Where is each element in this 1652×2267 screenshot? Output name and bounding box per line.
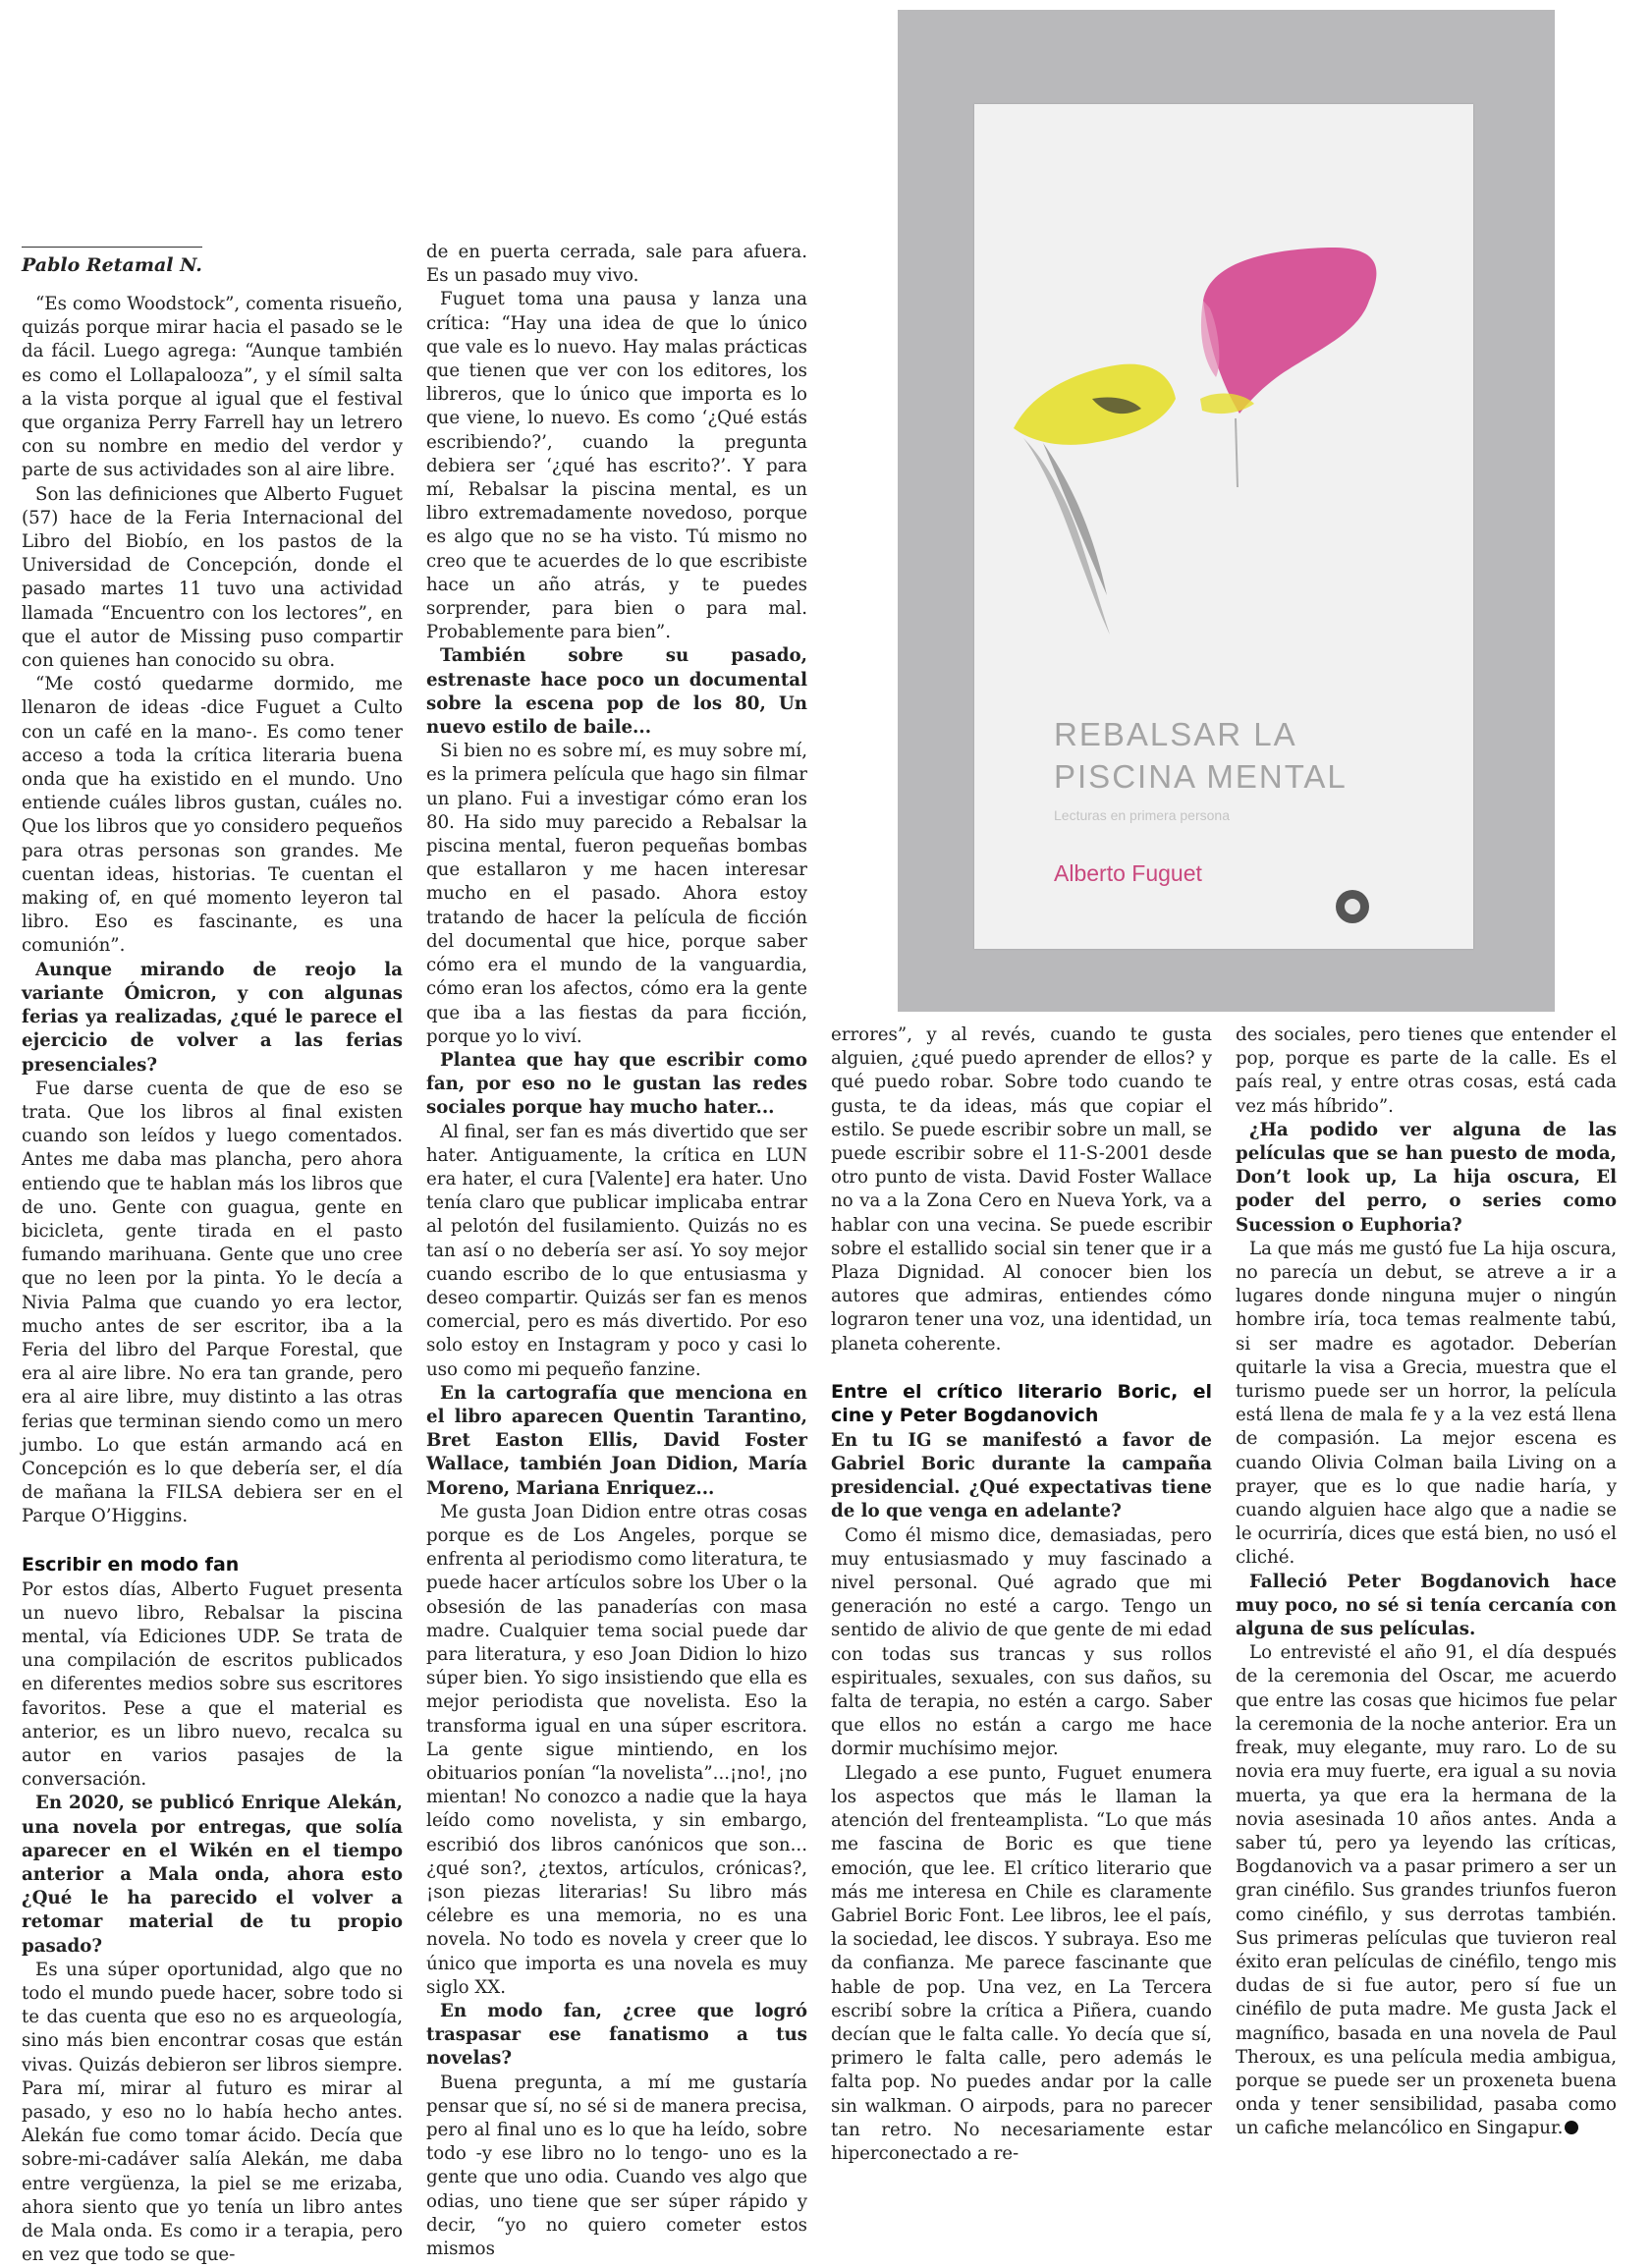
paragraph: Es una súper oportunidad, algo que no todo el mundo puede hacer, sobre todo si te das cuenta que eso no es arqueología, sino más bien encontrar cosas que están vivas. Quizás debieron ser libros siempre. Para mí, mirar al futuro es mirar al pasado, y eso no lo había hecho antes. Alekán fue como tomar ácido. Decía que sobre-mi-cadáver salía Alekán, me daba entre vergüenza, la piel se me erizaba, ahora siento que yo tenía un libro antes de Mala onda. Es como ir a terapia, pero en vez que todo se que- <box>22 1959 403 2266</box>
end-of-article-bullet-icon <box>1565 2121 1578 2134</box>
interview-question: Aunque mirando de reojo la variante Ómicron, y con algunas ferias ya realizadas, ¿qué le parece el ejercicio de volver a las ferias presenciales? <box>22 959 403 1076</box>
interview-question: En modo fan, ¿cree que logró traspasar ese fanatismo a tus novelas? <box>426 2001 807 2070</box>
paragraph: Fuguet toma una pausa y lanza una crítica: “Hay una idea de que lo único que vale es lo nuevo. Hay malas prácticas que tienen que ver con los editores, los libreros, que lo único que importa es lo que viene, lo nuevo. Es como ‘¿Qué estás escribiendo?’, cuando la pregunta debiera ser ‘¿qué has escrito?’. Y para mí, Rebalsar la piscina mental, es un libro extremadamente novedoso, porque es algo que no se ha visto. Tú mismo no creo que te acuerdes de lo que escribiste hace un año atrás, y te puedes sorprender, para bien o para mal. Probablemente para bien”. <box>426 289 807 643</box>
interview-question: ¿Ha podido ver alguna de las películas que se han puesto de moda, Don’t look up, La hija oscura, El poder del perro, o series como Sucession o Euphoria? <box>1236 1119 1617 1236</box>
paragraph: “Me costó quedarme dormido, me llenaron de ideas -dice Fuguet a Culto con un café en la mano-. Es como tener acceso a toda la crítica literaria buena onda que ha existido en el mundo. Uno entiende cuáles libros gustan, cuáles no. Que los libros que yo considero pequeños para otras personas son grandes. Me cuentan ideas, historias. Te cuentan el making of, en qué momento leyeron tal libro. Eso es fascinante, es una comunión”. <box>22 674 403 957</box>
grey-brush-2 <box>1043 443 1107 595</box>
paragraph: Si bien no es sobre mí, es muy sobre mí, es la primera película que hago sin filmar un plano. Fui a investigar cómo eran los 80. Ha sido muy parecido a Rebalsar la piscina mental, fueron pequeñas bombas que estallaron y me hacen interesar mucho en el pasado. Ahora estoy tratando de hacer la película de ficción del documental que hice, porque saber cómo era el mundo de la vanguardia, cómo eran los afectos, cómo era la gente que iba a las fiestas da para ficción, porque yo lo viví. <box>426 741 807 1047</box>
interview-question: En tu IG se manifestó a favor de Gabriel Boric durante la campaña presidencial. ¿Qué expectativas tiene de lo que venga en adelante? <box>831 1429 1212 1522</box>
book-cover-photo <box>898 10 1555 1012</box>
paragraph: Son las definiciones que Alberto Fuguet (57) hace de la Feria Internacional del Libro del Biobío, en los pastos de la Universidad de Concepción, donde el pasado martes 11 tuvo una actividad llamada “Encuentro con los lectores”, en que el autor de Missing puso compartir con quienes han conocido su obra. <box>22 483 403 672</box>
article-column-2 <box>426 241 807 2261</box>
yellow-shape <box>1014 364 1176 445</box>
paragraph: La que más me gustó fue La hija oscura, no parecía un debut, se atreve a ir a lugares donde ninguna mujer o ningún hombre iría, toca temas realmente tabú, si ser madre es agotador. Deberían quitarle la visa a Grecia, muestra que el turismo puede ser un horror, la película está llena de mala fe y a la vez está llena de compasión. La mejor escena es cuando Olivia Colman baila Living on a prayer, que es lo que nadie haría, y cuando alguien hace algo que a nadie se le ocurriría, dices que está bien, no usó el cliché. <box>1236 1238 1617 1569</box>
publisher-logo-icon <box>1336 890 1369 923</box>
paragraph: errores”, y al revés, cuando te gusta alguien, ¿qué puedo aprender de ellos? y qué puedo robar. Sobre todo cuando te gusta, te da ideas, más que copiar el estilo. Se puede escribir sobre un mall, se puede escribir sobre el 11-S-2001 desde otro punto de vista. David Foster Wallace no va a la Zona Cero en Nueva York, va a hablar con una vecina. Se puede escribir sobre el estallido social sin tener que ir a Plaza Dignidad. Al conocer bien los autores que admiras, entiendes cómo lograron tener una voz, una identidad, un planeta coherente. <box>831 1024 1212 1355</box>
paragraph: de en puerta cerrada, sale para afuera. Es un pasado muy vivo. <box>426 242 807 287</box>
article-column-3 <box>831 1023 1212 2166</box>
paragraph: Como él mismo dice, demasiadas, pero muy entusiasmado y muy fascinado a nivel personal. Qué agrado que mi generación no esté a cargo. Tengo un sentido de alivio de que gente de mi edad con todas sus trancas y sus rollos espirituales, sexuales, con sus daños, su falta de terapia, no estén a cargo. Saber que ellos no están a cargo me hace dormir muchísimo mejor. <box>831 1524 1212 1760</box>
section-heading: Entre el crítico literario Boric, el cine y Peter Bogdanovich <box>831 1380 1212 1426</box>
paragraph: Fue darse cuenta de que de eso se trata. Que los libros al final existen cuando son leídos y luego comentados. Antes me daba mas plancha, pero ahora entiendo que te hablan más los libros que de uno. Gente con guagua, gente en bicicleta, gente tirada en el pasto fumando marihuana. Gente que uno cree que no leen por la pinta. Yo le decía a Nivia Palma que cuando yo era lector, mucho antes de ser escritor, iba a la Feria del libro del Parque Forestal, que era al aire libre. No era tan grande, pero era al aire libre, muy distinto a las otras ferias que terminan siendo como un mero jumbo. Lo que están armando acá en Concepción es lo que debería ser, el día de mañana la FILSA debiera ser en el Parque O’Higgins. <box>22 1078 403 1527</box>
interview-question: Falleció Peter Bogdanovich hace muy poco, no sé si tenía cercanía con alguna de sus películas. <box>1236 1571 1617 1640</box>
grey-line <box>1236 418 1238 487</box>
grey-brush <box>1023 438 1110 635</box>
interview-question: En 2020, se publicó Enrique Alekán, una novela por entregas, que solía aparecer en el Wikén en el tiempo anterior a Mala onda, ahora esto ¿Qué le ha parecido el volver a retomar material de tu propio pasado? <box>22 1793 403 1957</box>
interview-question: En la cartografía que menciona en el libro aparecen Quentin Tarantino, Bret Easton Ellis, David Foster Wallace, también Joan Didion, María Moreno, Mariana Enriquez... <box>426 1382 807 1499</box>
book-subtitle: Lecturas en primera persona <box>1054 807 1230 823</box>
paragraph: Al final, ser fan es más divertido que ser hater. Antiguamente, la crítica en LUN era hater, el cura [Valente] era hater. Uno tenía claro que publicar implicaba entrar al pelotón del fusilamiento. Quizás no es tan así o no debería ser así. Yo soy mejor cuando escribo de lo que entusiasma y deseo compartir. Quizás ser fan es menos comercial, pero es más divertido. Por eso solo estoy en Instagram y poco y casi lo uso como mi pequeño fanzine. <box>426 1121 807 1380</box>
interview-question: Plantea que hay que escribir como fan, por eso no le gustan las redes sociales porque hay mucho hater... <box>426 1049 807 1119</box>
interview-question: También sobre su pasado, estrenaste hace poco un documental sobre la escena pop de los 80, Un nuevo estilo de baile... <box>426 645 807 739</box>
article-column-1 <box>22 293 403 2267</box>
book-title: REBALSAR LA PISCINA MENTAL <box>1054 716 1348 795</box>
paragraph: des sociales, pero tienes que entender el pop, porque es parte de la calle. Es el país real, y entre otras cosas, está cada vez más híbrido”. <box>1236 1024 1617 1117</box>
paragraph: Llegado a ese punto, Fuguet enumera los aspectos que más le llaman la atención del frenteamplista. “Lo que más me fascina de Boric es que tiene emoción, que lee. El crítico literario que más me interesa en Chile es claramente Gabriel Boric Font. Lee libros, lee el país, la sociedad, lee discos. Y subraya. Eso me da confianza. Me parece fascinante que hable de pop. Una vez, en La Tercera escribí sobre la crítica a Piñera, cuando decían que le falta calle. Yo decía que sí, primero le falta calle, pero además le falta pop. No puedes andar por la calle sin walkman. O airpods, para no parecer tan retro. No necesariamente estar hiperconectado a re- <box>831 1762 1212 2164</box>
paragraph: Me gusta Joan Didion entre otras cosas porque es de Los Angeles, porque se enfrenta al periodismo como literatura, te puede hacer artículos sobre los Uber o la obsesión de las panaderías con masa madre. Cualquier tema social puede dar para literatura, y eso Joan Didion lo hizo súper bien. Yo sigo insistiendo que ella es mejor periodista que novelista. Eso la transforma igual en una súper escritora. La gente sigue mintiendo, en los obituarios ponían “la novelista”...¡no!, ¡no mientan! No conozco a nadie que la haya leído como novelista, y sin embargo, escribió dos libros canónicos que son... ¿qué son?, ¿textos, artículos, crónicas?, ¡son piezas literarias! Su libro más célebre es una memoria, no es una novela. No todo es novela y creer que lo único que importa es una novela es muy siglo XX. <box>426 1501 807 1998</box>
book-cover <box>974 104 1473 949</box>
paragraph: Por estos días, Alberto Fuguet presenta un nuevo libro, Rebalsar la piscina mental, vía Ediciones UDP. Se trata de una compilación de escritos publicados en diferentes medios sobre sus escritores favoritos. Pese a que el material es anterior, es un libro nuevo, recalca su autor en varios pasajes de la conversación. <box>22 1578 403 1791</box>
pink-shape <box>1203 248 1376 414</box>
paragraph: Buena pregunta, a mí me gustaría pensar que sí, no sé si de manera precisa, pero al final uno es lo que ha leído, sobre todo -y ese libro no lo tengo- uno es la gente que uno odia. Cuando ves algo que odias, uno tiene que ser súper rápido y decir, “yo no quiero cometer estos mismos <box>426 2072 807 2260</box>
article-column-4 <box>1236 1023 1617 2141</box>
paragraph-final: Lo entrevisté el año 91, el día después de la ceremonia del Oscar, me acuerdo que entre las cosas que hicimos fue pelar la ceremonia de la noche anterior. Era un freak, muy elegante, muy raro. Lo de su novia era muy fuerte, era igual a su novia muerta, ya que era la hermana de la novia asesinada 10 años antes. Anda a saber tú, pero ya leyendo las críticas, Bogdanovich va a pasar primero a ser un gran cinéfilo. Sus grandes triunfos fueron como cinéfilo, y sus derrotas también. Sus primeras películas que tuvieron real éxito eran películas de cinéfilo, tengo mis dudas de si fue autor, pero sí fue un cinéfilo de puta madre. Me gusta Jack el magnífico, basada en una novela de Paul Theroux, es una película media ambigua, porque se puede ser un proxeneta buena onda y tener sensibilidad, pasaba como un cafiche melancólico en Singapur. <box>1236 1642 1617 2139</box>
byline: Pablo Retamal N. <box>22 254 202 276</box>
section-heading: Escribir en modo fan <box>22 1553 240 1576</box>
cover-illustration <box>974 104 1473 693</box>
paragraph: “Es como Woodstock”, comenta risueño, quizás porque mirar hacia el pasado se le da fácil. Luego agrega: “Aunque también es como el Lollapalooza”, y el símil salta a la vista porque al igual que el festival que organiza Perry Farrell hay un letrero con su nombre en medio del verdor y parte de sus actividades son al aire libre. <box>22 294 403 481</box>
byline-rule <box>22 247 202 248</box>
book-author: Alberto Fuguet <box>1054 860 1202 886</box>
